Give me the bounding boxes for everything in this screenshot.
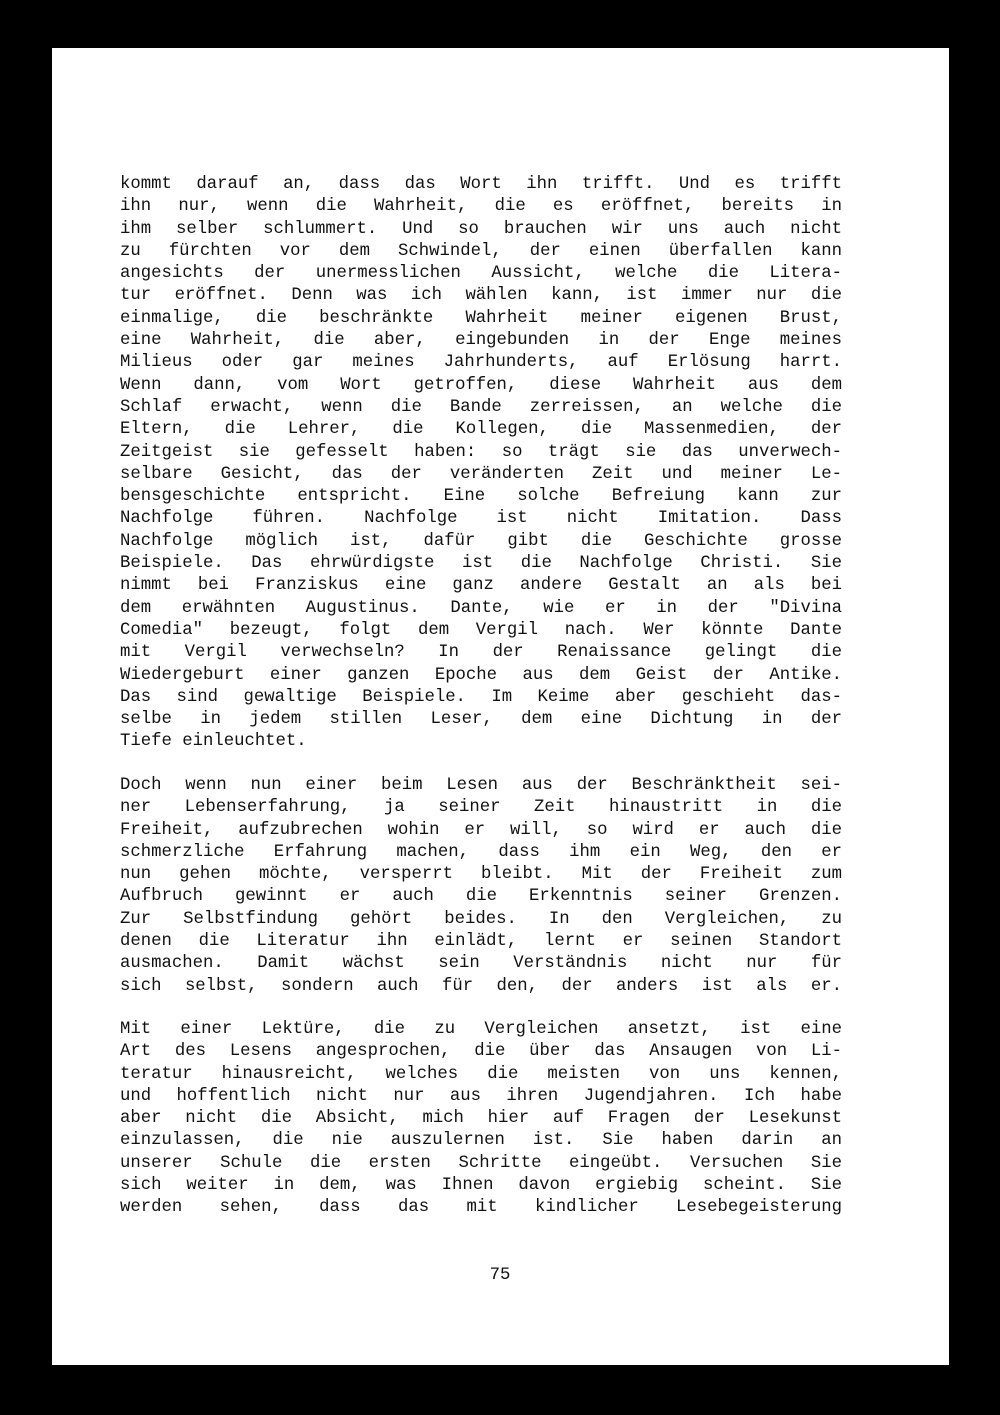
- text-line: ausmachen. Damit wächst sein Verständnis nicht nur für: [120, 954, 842, 974]
- text-line: nun gehen möchte, versperrt bleibt. Mit der Freiheit zum: [120, 865, 842, 885]
- text-line: und hoffentlich nicht nur aus ihren Jugendjahren. Ich habe: [120, 1086, 842, 1106]
- text-line: Art des Lesens angesprochen, die über das Ansaugen von Li-: [120, 1042, 842, 1062]
- text-line: bensgeschichte entspricht. Eine solche Befreiung kann zur: [120, 487, 842, 507]
- paragraph-1: [120, 174, 842, 754]
- text-line: Eltern, die Lehrer, die Kollegen, die Massenmedien, der: [120, 420, 842, 440]
- text-line: unserer Schule die ersten Schritte eingeübt. Versuchen Sie: [120, 1153, 842, 1173]
- text-line: Schlaf erwacht, wenn die Bande zerreissen, an welche die: [120, 397, 842, 417]
- text-line: ihn nur, wenn die Wahrheit, die es eröffnet, bereits in: [120, 197, 842, 217]
- text-line: selbe in jedem stillen Leser, dem eine Dichtung in der: [120, 710, 842, 730]
- text-line: eine Wahrheit, die aber, eingebunden in der Enge meines: [120, 331, 842, 351]
- text-line: sich selbst, sondern auch für den, der anders ist als er.: [120, 976, 842, 996]
- text-line: Doch wenn nun einer beim Lesen aus der Beschränktheit sei-: [120, 776, 842, 795]
- paragraph-3: [120, 1019, 842, 1220]
- text-line: Zeitgeist sie gefesselt haben: so trägt sie das unverwech-: [120, 442, 842, 462]
- text-line: dem erwähnten Augustinus. Dante, wie er in der "Divina: [120, 598, 842, 618]
- text-line: schmerzliche Erfahrung machen, dass ihm ein Weg, den er: [120, 842, 842, 862]
- text-line: tur eröffnet. Denn was ich wählen kann, ist immer nur die: [120, 286, 842, 306]
- text-line: angesichts der unermesslichen Aussicht, welche die Litera-: [120, 264, 842, 284]
- text-line: mit Vergil verwechseln? In der Renaissance gelingt die: [120, 643, 842, 663]
- text-line: nimmt bei Franziskus eine ganz andere Gestalt an als bei: [120, 576, 842, 596]
- text-line: sich weiter in dem, was Ihnen davon ergiebig scheint. Sie: [120, 1176, 842, 1196]
- text-line: Aufbruch gewinnt er auch die Erkenntnis seiner Grenzen.: [120, 887, 842, 907]
- text-line: Wiedergeburt einer ganzen Epoche aus dem Geist der Antike.: [120, 665, 842, 685]
- text-line: kommt darauf an, dass das Wort ihn trifft. Und es trifft: [120, 175, 842, 194]
- paragraph-2: [120, 775, 842, 998]
- text-line: einzulassen, die nie auszulernen ist. Sie haben darin an: [120, 1131, 842, 1151]
- text-line: Beispiele. Das ehrwürdigste ist die Nachfolge Christi. Sie: [120, 554, 842, 574]
- text-line: ner Lebenserfahrung, ja seiner Zeit hinaustritt in die: [120, 798, 842, 818]
- text-line: teratur hinausreicht, welches die meisten von uns kennen,: [120, 1064, 842, 1084]
- text-line: selbare Gesicht, das der veränderten Zeit und meiner Le-: [120, 464, 842, 484]
- text-line: Freiheit, aufzubrechen wohin er will, so wird er auch die: [120, 820, 842, 840]
- text-line: aber nicht die Absicht, mich hier auf Fragen der Lesekunst: [120, 1109, 842, 1129]
- text-line: Wenn dann, vom Wort getroffen, diese Wahrheit aus dem: [120, 375, 842, 395]
- text-line: Nachfolge führen. Nachfolge ist nicht Imitation. Dass: [120, 509, 842, 529]
- text-line: Mit einer Lektüre, die zu Vergleichen ansetzt, ist eine: [120, 1020, 842, 1039]
- text-line: Das sind gewaltige Beispiele. Im Keime aber geschieht das-: [120, 687, 842, 707]
- text-line: Nachfolge möglich ist, dafür gibt die Geschichte grosse: [120, 531, 842, 551]
- text-line: einmalige, die beschränkte Wahrheit meiner eigenen Brust,: [120, 308, 842, 328]
- text-line: werden sehen, dass das mit kindlicher Lesebegeisterung: [120, 1198, 842, 1218]
- text-line: denen die Literatur ihn einlädt, lernt er seinen Standort: [120, 932, 842, 952]
- text-line: Tiefe einleuchtet.: [120, 732, 307, 752]
- text-line: ihm selber schlummert. Und so brauchen wir uns auch nicht: [120, 219, 842, 239]
- text-line: Comedia" bezeugt, folgt dem Vergil nach. Wer könnte Dante: [120, 620, 842, 640]
- text-line: Zur Selbstfindung gehört beides. In den Vergleichen, zu: [120, 909, 842, 929]
- text-line: zu fürchten vor dem Schwindel, der einen überfallen kann: [120, 241, 842, 261]
- text-line: Milieus oder gar meines Jahrhunderts, auf Erlösung harrt.: [120, 353, 842, 373]
- page-number: 75: [489, 1266, 511, 1285]
